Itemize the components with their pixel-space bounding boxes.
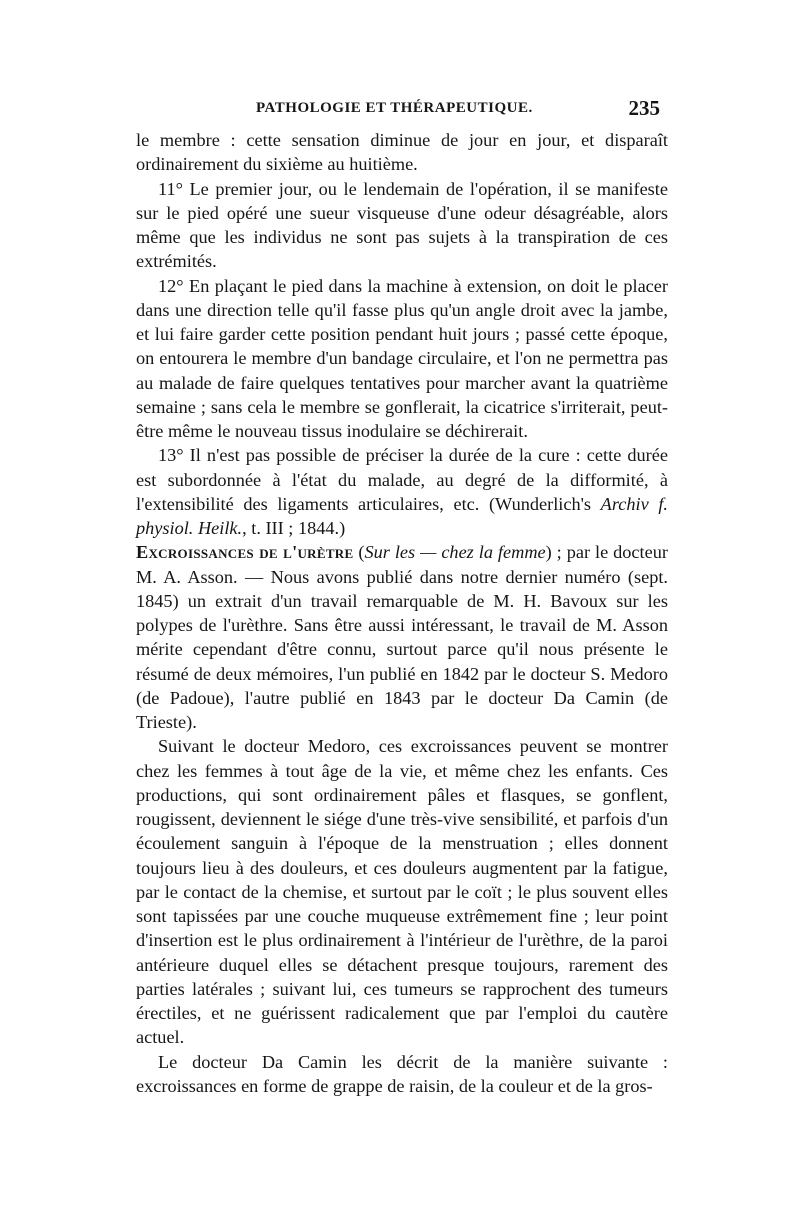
book-page xyxy=(136,94,668,1098)
item-13-text: 13° Il n'est pas possible de préciser la durée de la cure : cette durée est subordonnée à l'état du malade, au degré de la difformité, à l'extensibilité des ligaments articulaires, etc. (Wunderlich's xyxy=(136,445,668,514)
running-title: PATHOLOGIE ET THÉRAPEUTIQUE. xyxy=(256,100,533,116)
paragraph-excroissances xyxy=(136,540,668,734)
section-subtitle: Sur les — chez la femme xyxy=(364,542,546,563)
item-13-citation: Archiv f. physiol. Heilk. xyxy=(136,493,668,538)
paragraph-da-camin: Le docteur Da Camin les décrit de la manière suivante : excroissances en forme de grappe de raisin, de la couleur et de la gros- xyxy=(136,1051,668,1096)
section-paren-open: ( xyxy=(353,542,365,563)
paragraph-medoro: Suivant le docteur Medoro, ces excroissances peuvent se montrer chez les femmes à tout âge de la vie, et même chez les enfants. Ces productions, qui sont ordinairement pâles et flasques, se gonflent, rougissent, deviennent le siége d'une très-vive sensibilité, et parfois d'un écoulement sanguin à l'époque de la menstruation ; elles donnent toujours lieu à des douleurs, et ces douleurs augmentent par la fatigue, par le contact de la chemise, et surtout par le coït ; le plus souvent elles sont tapissées par une couche muqueuse extrêmement fine ; leur point d'insertion est le plus ordinairement à l'intérieur de l'urèthre, de la paroi antérieure duquel elles se détachent presque toujours, rarement des parties latérales ; suivant lui, ces tumeurs se rapprochent des tumeurs érectiles, et ne guérissent radicalement que par l'emploi du cautère actuel. xyxy=(136,736,668,1048)
section-text: ) ; par le docteur M. A. Asson. — Nous avons publié dans notre dernier numéro (sept. 1845) un extrait d'un travail remarquable de M. H. Bavoux sur les polypes de l'urèthre. Sans être aussi intéressant, le travail de M. Asson mérite cependant d'être connu, surtout parce qu'il nous présente le résumé de deux mémoires, l'un publié en 1842 par le docteur S. Medoro (de Padoue), l'autre publié en 1843 par le docteur Da Camin (de Trieste). xyxy=(136,542,668,732)
paragraph-item-12: 12° En plaçant le pied dans la machine à extension, on doit le placer dans une direction telle qu'il fasse plus qu'un angle droit avec la jambe, et lui faire garder cette position pendant huit jours ; passé cette époque, on entourera le membre d'un bandage circulaire, et l'on ne permettra pas au malade de faire quelques tentatives pour marcher avant la quatrième semaine ; sans cela le membre se gonflerait, la cicatrice s'irriterait, peut-être même le nouveau tissus inodulaire se déchirerait. xyxy=(136,275,668,441)
paragraph-item-11: 11° Le premier jour, ou le lendemain de l'opération, il se manifeste sur le pied opéré une sueur visqueuse d'une odeur désagréable, alors même que les individus ne sont pas sujets à la transpiration de ces extrémités. xyxy=(136,178,668,272)
page-number: 235 xyxy=(628,96,660,120)
section-heading: Excroissances de l'urètre xyxy=(136,542,354,563)
page-header xyxy=(136,94,668,128)
paragraph-item-13 xyxy=(136,443,668,540)
body-text xyxy=(136,128,668,1098)
item-13-citation-end: , t. III ; 1844.) xyxy=(242,518,346,538)
paragraph-continuation: le membre : cette sensation diminue de jour en jour, et disparaît ordinairement du sixième au huitième. xyxy=(136,130,668,175)
